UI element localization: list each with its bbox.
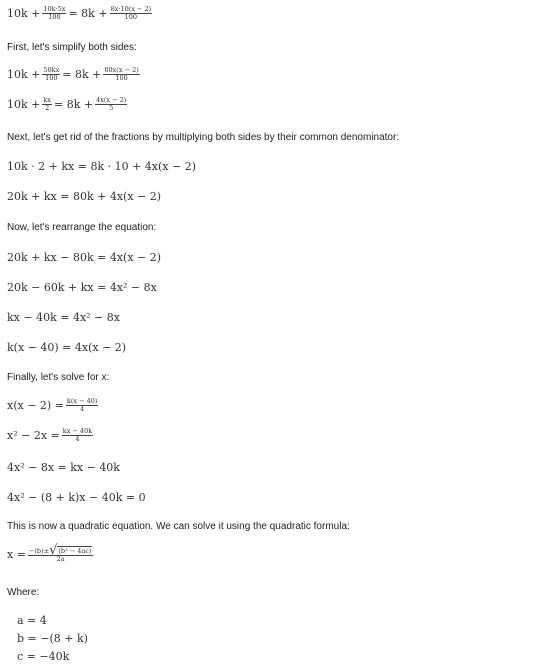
fraction-numerator: k(x − 40)	[66, 397, 98, 405]
fraction-numerator: 80x(x − 2)	[104, 66, 139, 74]
radicand: (b² − 4ac)	[58, 547, 92, 555]
equation-line: 10k · 2 + kx = 8k · 10 + 4x(x − 2)	[7, 160, 196, 173]
explanation-text: This is now a quadratic equation. We can solve it using the quadratic formula:	[7, 521, 350, 532]
fraction-denominator: 100	[45, 73, 58, 82]
fraction	[103, 67, 139, 82]
explanation-text: Next, let's get rid of the fractions by multiplying both sides by their common denominator:	[7, 132, 400, 143]
explanation-text: Now, let's rearrange the equation:	[7, 222, 157, 233]
fraction	[28, 543, 94, 563]
fraction-denominator: 2a	[56, 554, 65, 563]
equation-middle: = 8k +	[62, 67, 102, 81]
equation-left: x =	[7, 547, 26, 561]
fraction-numerator	[28, 543, 94, 558]
fraction	[62, 428, 93, 443]
equation-line: 4x² − (8 + k)x − 40k = 0	[7, 491, 146, 504]
radical-sign-icon: √	[49, 543, 58, 558]
fraction	[42, 6, 66, 21]
explanation-text: First, let's simplify both sides:	[7, 42, 137, 53]
equation-left: x(x − 2) =	[7, 398, 64, 412]
coefficient-c: c = −40k	[17, 650, 70, 663]
fraction-denominator: 100	[115, 73, 128, 82]
equation-left: x² − 2x =	[7, 428, 60, 442]
equation-expanded	[7, 428, 95, 443]
fraction-denominator: 4	[75, 434, 80, 443]
equation-line: k(x − 40) = 4x(x − 2)	[7, 341, 127, 354]
fraction	[42, 97, 52, 112]
equation-left: 10k +	[7, 97, 41, 111]
coefficient-a: a = 4	[17, 614, 47, 627]
equation-simplified	[7, 67, 142, 82]
equation-line: 4x² − 8x = kx − 40k	[7, 461, 120, 474]
fraction-denominator: 4	[80, 404, 85, 413]
fraction	[42, 67, 60, 82]
equation-reduced	[7, 97, 129, 112]
explanation-text: Where:	[7, 587, 40, 598]
numerator-prefix: −(b)±	[28, 547, 50, 555]
coefficient-b: b = −(8 + k)	[17, 632, 88, 645]
explanation-text: Finally, let's solve for x:	[7, 372, 110, 383]
fraction-numerator: 4x(x − 2)	[96, 96, 127, 104]
fraction	[110, 6, 153, 21]
fraction-denominator: 2	[45, 103, 50, 112]
fraction-numerator: kx − 40k	[62, 427, 93, 435]
equation-left: 10k +	[7, 6, 41, 20]
equation-left: 10k +	[7, 67, 41, 81]
fraction-denominator: 100	[48, 12, 61, 21]
equation-original	[7, 6, 154, 21]
equation-isolate-x	[7, 398, 100, 413]
equation-line: 20k + kx − 80k = 4x(x − 2)	[7, 251, 162, 264]
fraction	[66, 398, 99, 413]
fraction	[95, 97, 127, 112]
fraction-numerator: 8x·10(x − 2)	[110, 5, 152, 13]
square-root	[49, 543, 92, 558]
quadratic-formula	[7, 543, 95, 563]
equation-line: kx − 40k = 4x² − 8x	[7, 311, 120, 324]
fraction-denominator: 100	[124, 12, 138, 21]
equation-middle: = 8k +	[54, 97, 94, 111]
equation-line: 20k − 60k + kx = 4x² − 8x	[7, 281, 157, 294]
fraction-denominator: 5	[109, 103, 114, 112]
fraction-numerator: 10k·5x	[43, 5, 66, 13]
fraction-numerator: 50kx	[43, 66, 60, 74]
equation-middle: = 8k +	[68, 6, 108, 20]
equation-line: 20k + kx = 80k + 4x(x − 2)	[7, 190, 162, 203]
fraction-numerator: kx	[43, 96, 51, 104]
